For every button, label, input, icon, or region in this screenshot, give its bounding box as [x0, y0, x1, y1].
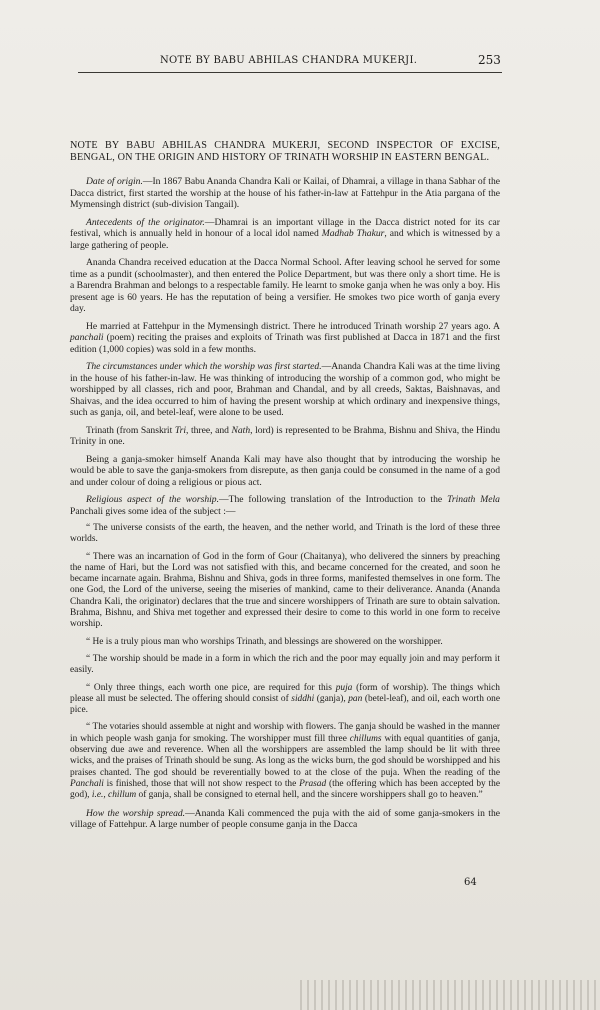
italic-term: Panchali: [70, 778, 104, 789]
italic-term: panchali: [70, 332, 104, 343]
sidenote-heading: The circumstances under which the worship was first started.: [86, 361, 322, 372]
paragraph-education: Ananda Chandra received education at the Dacca Normal School. After leaving school he served for some time as a pundit (schoolmaster), and then entered the Police Department, but was there only a short time. He is a Barendra Brahman and belongs to a respectable family. He learnt to smoke ganja when he was only a boy. His present age is 60 years. He has the reputation of being a versifier. He smokes two pice worth of ganja every day.: [70, 257, 500, 314]
italic-term: Nath: [231, 424, 251, 436]
header-rule: [78, 72, 502, 73]
paragraph-text: is finished, those that will not show respect to the: [103, 778, 300, 789]
scan-artifact: [300, 980, 600, 1010]
quote-form-of-worship: “ The worship should be made in a form in which the rich and the poor may equally join and may perform it easily.: [70, 653, 500, 676]
paragraph-text: (the offering which has been accepted by the god),: [70, 778, 500, 801]
quote-universe: “ The universe consists of the earth, the heaven, and the nether world, and Trinath is the lord of these three worlds.: [70, 523, 500, 545]
paragraph-text: , lord) is represented to be Brahma, Bishnu and Shiva, the Hindu Trinity in one.: [70, 424, 500, 447]
paragraph-text: He married at Fattehpur in the Mymensingh district. There he introduced Trinath worship 27 years ago. A: [86, 320, 500, 332]
paragraph-text: of ganja, shall be consigned to eternal hell, and the sincere worshippers shall go to heaven.”: [136, 790, 483, 801]
quote-pious-man: “ He is a truly pious man who worships Trinath, and blessings are showered on the worshipper.: [86, 636, 443, 647]
paragraph-how-spread: [70, 808, 500, 831]
italic-term: Tri: [174, 424, 187, 436]
paragraph-text: (form of worship). The things which please all must be selected. The offering should consist of: [70, 682, 500, 704]
paragraph-marriage: [70, 321, 500, 356]
paragraph-text: (betel-leaf), and oil, each worth one pice.: [70, 693, 500, 716]
italic-term: Madhab Thakur: [321, 228, 385, 239]
paragraph-antecedents: [70, 217, 500, 252]
sidenote-heading: How the worship spread.: [86, 807, 186, 819]
paragraph-text: —Dhamrai is an important village in the Dacca district noted for its car festival, which is annually held in honour of a local idol named: [70, 216, 500, 239]
italic-term: chillums: [349, 733, 382, 744]
sidenote-heading: Date of origin.: [86, 176, 143, 187]
paragraph-text: (ganja),: [314, 693, 349, 704]
article-body: [70, 140, 500, 837]
paragraph-date-of-origin: [70, 176, 500, 211]
sidenote-heading: Religious aspect of the worship.: [86, 494, 219, 505]
paragraph-text: —Ananda Kali commenced the puja with the aid of some ganja-smokers in the village of Fattehpur. A large number of people consume ganja in the Dacca: [70, 807, 500, 831]
paragraph-text: —In 1867 Babu Ananda Chandra Kali or Kailai, of Dhamrai, a village in thana Sabhar of the Dacca district, first started the worship at the house of his father-in-law at Fattehpur in the Atia pargana of the Mymensingh district (sub-division Tangail).: [70, 176, 501, 210]
paragraph-text: “ The votaries should assemble at night and worship with flowers. The ganja should be washed in the manner in which people wash ganja for smoking. The worshipper must fill three: [70, 722, 500, 744]
paragraph-religious-aspect: [70, 494, 500, 517]
paragraph-text: , three, and: [186, 424, 232, 436]
paragraph-text: —Ananda Chandra Kali was at the time living in the house of his father-in-law. He was thinking of introducing the worship of a common god, who might be worshipped by all classes, rich and poor, Brahman and Chandal, and by all creeds, Saktas, Baishnavas, and Shaivas, and the idea occurred to him of having the present worship at which ordinary and inexpensive things, such as ganja, oil, and betel-leaf, were alone to be used.: [70, 361, 500, 418]
paragraph-text: with equal quantities of ganja, observing due awe and reverence. When all the worshippers are assembled the lamp should be lit with three wicks, and the praises of Trinath should be sung. As long as the wicks burn, the god should be worshipped and his praises chanted. The god should be reverentially bowed to at the close of the puja. When the reading of the: [70, 733, 500, 778]
paragraph-text: —The following translation of the Introduction to the: [218, 494, 448, 505]
paragraph-text: Panchali gives some idea of the subject :—: [70, 505, 236, 517]
signature-mark: 64: [464, 877, 477, 888]
paragraph-text: (poem) reciting the praises and exploits of Trinath was first published at Dacca in 1871 and the first edition (1,000 copies) was sold in a few months.: [70, 332, 500, 355]
sidenote-heading: Antecedents of the originator.: [86, 216, 205, 228]
page-number: 253: [478, 53, 501, 67]
paragraph-text: Trinath (from Sanskrit: [86, 424, 175, 436]
italic-term: Prasad: [299, 778, 327, 789]
paragraph-ganja-smoker: Being a ganja-smoker himself Ananda Kali may have also thought that by introducing the worship he would be able to save the ganja-smokers from disrepute, as then ganja could be consumed in the name of a god and under colour of doing a religious or pious act.: [70, 453, 500, 488]
running-head: NOTE BY BABU ABHILAS CHANDRA MUKERJI.: [160, 55, 418, 66]
paragraph-text: “ Only three things, each worth one pice, are required for this: [86, 682, 336, 693]
article-title: NOTE BY BABU ABHILAS CHANDRA MUKERJI, SECOND INSPECTOR OF EXCISE, BENGAL, ON THE ORIGIN AND HISTORY OF TRINATH WORSHIP IN EASTERN BENGAL.: [70, 140, 500, 163]
italic-term: pan: [348, 693, 363, 704]
quote-incarnation: “ There was an incarnation of God in the form of Gour (Chaitanya), who delivered the sinners by preaching the name of Hari, but the Lord was not satisfied with this, and became concerned for the created, and soon he became incarnate again. Brahma, Bishnu and Shiva, gods in three forms, manifested themselves in one form. The one God, the Lord of the universe, seeing the miseries of mankind, came to their deliverance. Ananda (Ananda Chandra Kali, the originator) declares that the true and sincere worshippers of Trinath are sure to obtain salvation. Brahma, Bishnu, and Shiva met together and expressed their desire to come to this world in one form to receive worship.: [70, 551, 500, 630]
italic-term: puja: [335, 682, 353, 693]
paragraph-text: , and which is witnessed by a large gathering of people.: [70, 228, 500, 251]
quote-three-things: [70, 683, 500, 717]
paragraph-circumstances: [70, 361, 500, 419]
paragraph-trinath-name: [70, 425, 500, 448]
italic-term: Trinath Mela: [447, 494, 500, 505]
italic-term: chillum: [108, 790, 137, 801]
italic-term: siddhi: [291, 693, 315, 704]
quote-votaries: [70, 722, 500, 801]
italic-term: i.e.,: [91, 790, 106, 801]
